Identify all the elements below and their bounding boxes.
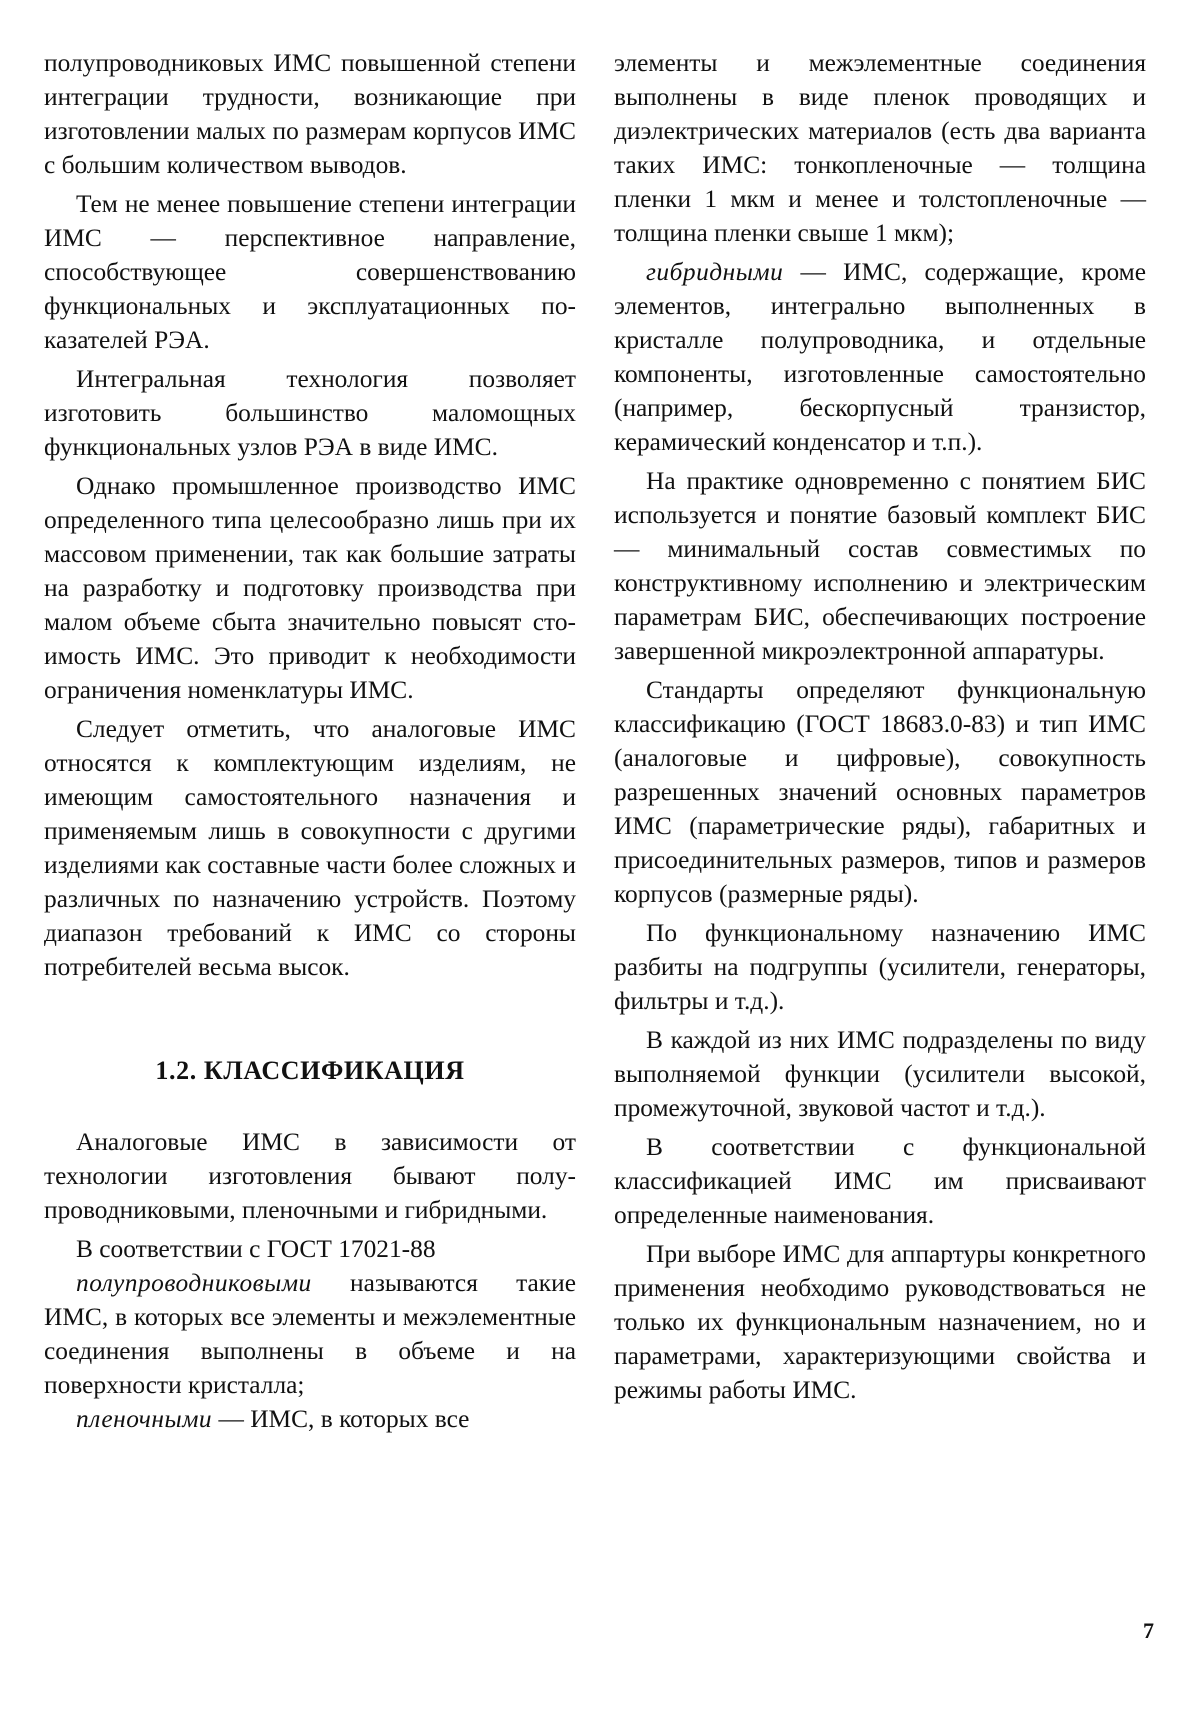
defined-term: пленочными <box>76 1405 213 1433</box>
paragraph: Тем не менее повышение степени интеграции ИМС — перспективное направление, способствующее совершенствованию функциональных и эксплуатационных показателей РЭА. <box>44 190 576 354</box>
paragraph: В соответствии с функциональной классификацией ИМС им присваивают определенные наименования. <box>614 1133 1146 1229</box>
section-heading: 1.2. КЛАССИФИКАЦИЯ <box>155 1056 465 1085</box>
defined-term: гибридными <box>646 258 784 286</box>
paragraph: Аналоговые ИМС в зависимости от технологии изготовления бывают полупроводниковыми, пленочными и гибридными. <box>44 1128 576 1224</box>
paragraph: В соответствии с ГОСТ 17021-88 <box>76 1235 436 1263</box>
paragraph: элементы и межэлементные соединения выполнены в виде пленок проводящих и диэлектрических материалов (есть два варианта таких ИМС: тонкопленочные — толщина пленки 1 мкм и менее и толстопленочные — толщина пленки свыше 1 мкм); <box>614 49 1146 247</box>
paragraph: В каждой из них ИМС подразделены по виду выполняемой функции (усилители высокой, промежуточной, звуковой частот и т.д.). <box>614 1026 1146 1122</box>
right-column <box>614 46 1146 1412</box>
defined-term: полупроводниковыми <box>76 1269 312 1297</box>
paragraph: Стандарты определяют функциональную классификацию (ГОСТ 18683.0-83) и тип ИМС (аналоговые и цифровые), совокупность разрешенных значений основных параметров ИМС (параметрические ряды), габаритных и присоединительных размеров, типов и размеров корпусов (размерные ряды). <box>614 676 1146 908</box>
definition-paragraph <box>614 255 1146 459</box>
paragraph: Однако промышленное производство ИМС определенного типа целесообразно лишь при их массовом применении, так как большие затраты на разработку и подготовку производства при малом объеме сбыта значительно повысят стоимость ИМС. Это приводит к необходимости ограничения номенклатуры ИМС. <box>44 472 576 704</box>
paragraph: На практике одновременно с понятием БИС используется и понятие базовый комплект БИС — минимальный состав совместимых по конструктивному исполнению и электрическим параметрам БИС, обеспечивающих построение завершенной микроэлектронной аппаратуры. <box>614 467 1146 665</box>
definition-paragraph <box>44 1266 576 1402</box>
paragraph: При выборе ИМС для аппартуры конкретного применения необходимо руководствоваться не только их функциональным назначением, но и параметрами, характеризующими свойства и режимы работы ИМС. <box>614 1240 1146 1404</box>
definition-text: называются такие ИМС, в которых все элементы и межэлементные соединения выполнены в объеме и на поверхности кристалла; <box>44 1269 576 1399</box>
paragraph: Интегральная технология позволяет изготовить большинство маломощных функциональных узлов РЭА в виде ИМС. <box>44 365 576 461</box>
left-column <box>44 46 576 1436</box>
page-number: 7 <box>1143 1618 1154 1643</box>
paragraph: По функциональному назначению ИМС разбиты на подгруппы (усилители, генераторы, фильтры и т.д.). <box>614 919 1146 1015</box>
definition-text: — ИМС, содержащие, кроме элементов, интегрально выполненных в кристалле полупроводника, и отдельные компоненты, изготовленные самостоятельно (например, бескорпусный транзистор, керамический конденсатор и т.п.). <box>614 258 1146 456</box>
paragraph: полупроводниковых ИМС повышенной степени интеграции трудности, возникающие при изготовлении малых по размерам корпусов ИМС с большим количеством выводов. <box>44 49 576 179</box>
definition-paragraph <box>44 1402 576 1436</box>
definition-text: — ИМС, в которых все <box>212 1405 470 1433</box>
paragraph: Следует отметить, что аналоговые ИМС относятся к комплектующим изделиям, не имеющим самостоятельного назначения и применяемым лишь в совокупности с другими изделиями как составные части более сложных и различных по назначению устройств. Поэтому диапазон требований к ИМС со стороны потребителей весьма высок. <box>44 715 576 981</box>
